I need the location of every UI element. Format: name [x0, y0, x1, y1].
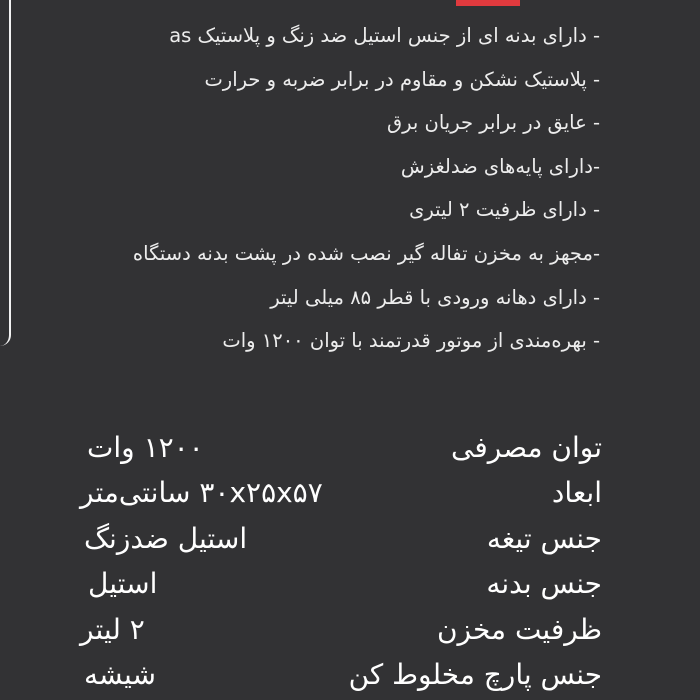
feature-item-feed-chute: - دارای دهانه ورودی با قطر ۸۵ میلی لیتر	[270, 285, 600, 309]
spec-label: جنس پارچ مخلوط کن	[348, 657, 602, 691]
spec-label: جنس تیغه	[486, 521, 602, 555]
spec-row-blade-material	[72, 516, 602, 561]
spec-value: ۳۰x۲۵x۵۷ سانتی‌متر	[80, 476, 323, 510]
spec-value: ۲ لیتر	[80, 612, 145, 646]
spec-value: ۱۲۰۰ وات	[87, 431, 204, 464]
accent-bar	[456, 0, 520, 6]
spec-value: استیل ضدزنگ	[84, 521, 248, 555]
spec-label: توان مصرفی	[451, 431, 602, 464]
feature-item-anti-slip-feet: -دارای پایه‌های ضدلغزش	[400, 154, 600, 178]
features-list	[20, 16, 600, 365]
spec-label: ابعاد	[551, 476, 602, 510]
feature-item-impact-resistant: - پلاستیک نشکن و مقاوم در برابر ضربه و حرارت	[204, 67, 600, 91]
feature-item-capacity: - دارای ظرفیت ۲ لیتری	[409, 198, 600, 222]
specs-table	[72, 425, 602, 697]
feature-item-motor-power: - بهره‌مندی از موتور قدرتمند با توان ۱۲۰۰ وات	[222, 329, 600, 353]
spec-row-body-material	[72, 561, 602, 606]
feature-item-pulp-container: -مجهز به مخزن تفاله گیر نصب شده در پشت بدنه دستگاه	[132, 241, 600, 265]
feature-item-body-material: - دارای بدنه ای از جنس استیل ضد زنگ و پلاستیک as	[169, 24, 600, 47]
image-edge-divider	[0, 0, 11, 346]
spec-label: جنس بدنه	[486, 567, 602, 601]
feature-item-electrical-insulation: - عایق در برابر جریان برق	[386, 111, 600, 135]
spec-row-dimensions	[72, 470, 602, 515]
spec-label: ظرفیت مخزن	[436, 612, 602, 646]
spec-value: استیل	[88, 567, 158, 601]
spec-value: شیشه	[84, 657, 156, 691]
spec-row-jar-material	[72, 652, 602, 697]
spec-row-power	[72, 425, 602, 470]
spec-row-capacity	[72, 607, 602, 652]
